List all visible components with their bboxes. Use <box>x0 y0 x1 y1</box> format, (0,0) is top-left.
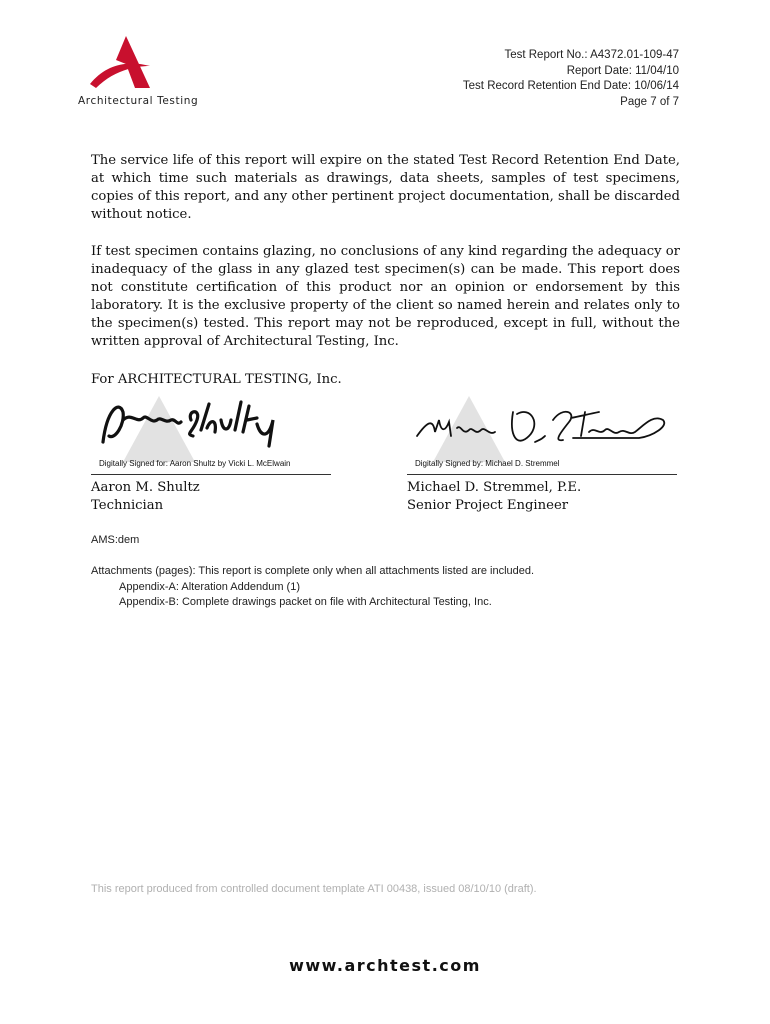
company-logo <box>78 34 218 108</box>
signature-caption-left: Digitally Signed for: Aaron Shultz by Vicki L. McElwain <box>99 459 291 468</box>
signature-line-left <box>91 474 331 475</box>
template-note: This report produced from controlled document template ATI 00438, issued 08/10/10 (draft). <box>91 883 537 895</box>
service-life-paragraph: The service life of this report will expire on the stated Test Record Retention End Date, at which time such materials as drawings, data sheets, samples of test specimens, copies of this report, and any other pertinent project documentation, shall be discarded without notice. <box>91 153 680 222</box>
signature-block-right <box>407 388 677 515</box>
logo-triangle-icon <box>88 34 168 92</box>
website-url: www.archtest.com <box>289 956 481 975</box>
signer-title-right: Senior Project Engineer <box>407 498 569 513</box>
signer-title-left: Technician <box>91 498 164 513</box>
logo-text: Architectural Testing <box>78 95 199 107</box>
typist-initials: AMS:dem <box>91 534 140 546</box>
handwritten-signature-aaron-shultz <box>97 390 297 460</box>
handwritten-signature-michael-stremmel <box>413 396 673 466</box>
signer-name-right: Michael D. Stremmel, P.E. <box>407 480 582 495</box>
attachments-list <box>91 564 534 611</box>
attachments-intro: Attachments (pages): This report is complete only when all attachments listed are included. <box>91 565 535 577</box>
attachment-item: Appendix-A: Alteration Addendum (1) <box>119 580 301 593</box>
retention-end-date: Test Record Retention End Date: 10/06/14 <box>462 80 679 92</box>
signature-caption-right: Digitally Signed by: Michael D. Stremmel <box>415 459 560 468</box>
report-number: Test Report No.: A4372.01-109-47 <box>504 49 679 61</box>
glazing-disclaimer-paragraph: If test specimen contains glazing, no conclusions of any kind regarding the adequacy or inadequacy of the glass in any glazed test specimen(s) can be made. This report does not constitute certification of this product nor an opinion or endorsement by this laboratory. It is the exclusive property of the client so named herein and relates only to the specimen(s) tested. This report may not be reproduced, except in full, without the written approval of Architectural Testing, Inc. <box>91 244 680 349</box>
page-number: Page 7 of 7 <box>620 95 679 108</box>
signer-name-left: Aaron M. Shultz <box>91 480 200 495</box>
company-signoff-line: For ARCHITECTURAL TESTING, Inc. <box>91 372 342 387</box>
signature-line-right <box>407 474 677 475</box>
report-header <box>463 48 679 110</box>
report-date: Report Date: 11/04/10 <box>566 64 679 77</box>
signature-block-left <box>91 388 331 515</box>
attachment-item: Appendix-B: Complete drawings packet on file with Architectural Testing, Inc. <box>119 596 492 608</box>
